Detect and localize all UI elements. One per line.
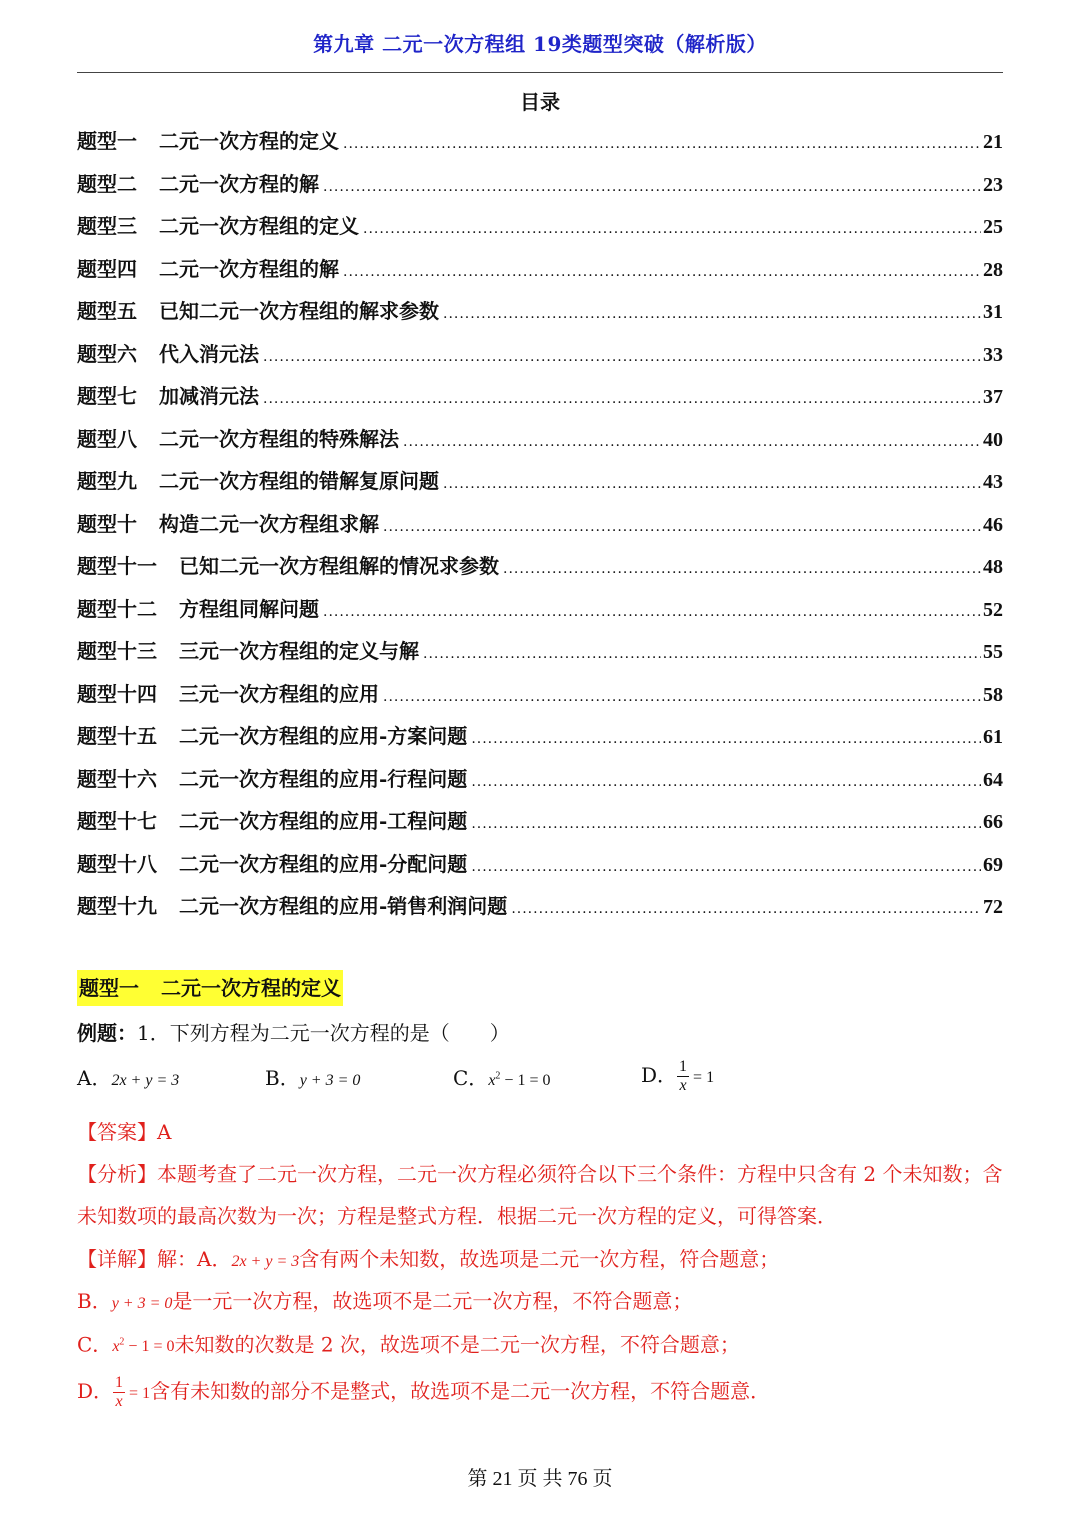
toc-leader-dots — [323, 591, 981, 634]
toc-entry[interactable] — [77, 290, 1003, 333]
toc-entry[interactable] — [77, 333, 1003, 376]
toc-leader-dots — [503, 548, 981, 591]
toc-entry-name: 方程组同解问题 — [179, 596, 319, 621]
question-text: 1．下列方程为二元一次方程的是（ ） — [137, 1021, 510, 1045]
toc-entry-page: 40 — [983, 428, 1003, 451]
options-row — [77, 1058, 1003, 1108]
detail-d-letter: D． — [77, 1379, 114, 1403]
answer-label: 【答案】 — [77, 1120, 157, 1144]
toc-leader-dots — [343, 123, 981, 166]
option-letter: D． — [641, 1063, 678, 1087]
option-b — [265, 1062, 360, 1091]
toc-entry-number: 题型九 — [77, 469, 137, 493]
option-b-expression: y + 3 = 0 — [299, 1072, 361, 1089]
toc-entry-name: 三元一次方程组的定义与解 — [179, 639, 419, 663]
detail-d-rest: = 1 — [125, 1385, 151, 1402]
toc-leader-dots — [363, 208, 981, 251]
detail-a-text: 含有两个未知数，故选项是二元一次方程，符合题意； — [299, 1247, 780, 1271]
toc-entry-name: 二元一次方程组的应用-分配问题 — [179, 851, 468, 876]
toc-entry-page: 55 — [983, 641, 1003, 663]
toc-entry-number: 题型十二 — [77, 596, 157, 621]
toc-entry[interactable] — [77, 843, 1003, 886]
detail-b-expression: y + 3 = 0 — [111, 1295, 173, 1312]
toc-entry[interactable] — [77, 418, 1003, 461]
toc-entry-name: 已知二元一次方程组的解求参数 — [159, 299, 439, 323]
toc-entry-number: 题型十五 — [77, 724, 157, 748]
toc-entry[interactable] — [77, 758, 1003, 801]
toc-entry-name: 二元一次方程组的定义 — [159, 214, 359, 238]
toc-entry-name: 二元一次方程组的应用-工程问题 — [179, 809, 468, 833]
toc-entry-page: 61 — [983, 726, 1003, 748]
toc-entry-page: 25 — [983, 216, 1003, 238]
toc-entry[interactable] — [77, 545, 1003, 588]
toc-entry-number: 题型十三 — [77, 639, 157, 663]
toc-entry[interactable] — [77, 800, 1003, 843]
toc-entry-name: 二元一次方程组的应用-销售利润问题 — [179, 894, 508, 918]
toc-entry-page: 28 — [983, 258, 1003, 281]
toc-entry-name: 已知二元一次方程组解的情况求参数 — [179, 554, 499, 578]
toc-entry-number: 题型三 — [77, 214, 137, 238]
toc-entry-name: 二元一次方程组的错解复原问题 — [159, 469, 439, 493]
toc-entry-number: 题型七 — [77, 384, 137, 408]
toc-entry-number: 题型十四 — [77, 681, 157, 706]
option-d-rest: = 1 — [689, 1069, 715, 1086]
toc-entry-page: 48 — [983, 556, 1003, 578]
toc-entry-name: 二元一次方程组的应用-行程问题 — [179, 766, 468, 791]
detail-line-a — [77, 1238, 1003, 1283]
toc-entry[interactable] — [77, 460, 1003, 503]
toc-entry-name: 二元一次方程的定义 — [159, 129, 339, 153]
detail-a-expression: 2x + y = 3 — [231, 1253, 300, 1270]
toc-entry[interactable] — [77, 630, 1003, 673]
option-letter: C． — [453, 1066, 489, 1090]
detail-c-text: 未知数的次数是 2 次，故选项不是二元一次方程，不符合题意； — [174, 1332, 740, 1357]
page-header-title: 第九章 二元一次方程组 19类题型突破（解析版） — [313, 32, 767, 56]
option-letter: A． — [77, 1066, 112, 1090]
toc-leader-dots — [471, 846, 981, 889]
toc-entry-name: 二元一次方程组的解 — [159, 256, 339, 281]
toc-entry[interactable] — [77, 588, 1003, 631]
toc-entry-name: 三元一次方程组的应用 — [179, 681, 379, 706]
toc-entry-number: 题型八 — [77, 426, 137, 451]
toc-entry[interactable] — [77, 673, 1003, 716]
toc-entry-page: 69 — [983, 853, 1003, 876]
toc-entry[interactable] — [77, 205, 1003, 248]
toc-entry-number: 题型六 — [77, 341, 137, 366]
toc-entry-number: 题型十八 — [77, 851, 157, 876]
section-name: 二元一次方程的定义 — [161, 976, 341, 1000]
toc-entry[interactable] — [77, 885, 1003, 928]
toc-leader-dots — [423, 633, 981, 676]
toc-entry-name: 二元一次方程组的特殊解法 — [159, 426, 399, 451]
toc-entry-page: 66 — [983, 811, 1003, 833]
toc-entry-number: 题型五 — [77, 299, 137, 323]
toc-entry-number: 题型一 — [77, 129, 137, 153]
toc-entry-page: 23 — [983, 173, 1003, 196]
toc-leader-dots — [471, 718, 981, 761]
option-c-expression: $x^2 - 1 = 0$ — [488, 1070, 551, 1089]
toc-entry[interactable] — [77, 120, 1003, 163]
header-divider — [77, 72, 1003, 73]
example-question — [77, 1017, 510, 1046]
toc-entry-number: 题型四 — [77, 256, 137, 281]
detail-intro: 解：A． — [157, 1247, 232, 1271]
detail-line-c — [77, 1322, 1003, 1368]
toc-leader-dots — [471, 803, 981, 846]
toc-leader-dots — [383, 676, 981, 719]
toc-entry-page: 64 — [983, 768, 1003, 791]
toc-entry-page: 46 — [983, 513, 1003, 536]
table-of-contents — [77, 120, 1003, 928]
toc-entry[interactable] — [77, 715, 1003, 758]
example-label: 例题： — [77, 1021, 137, 1045]
toc-entry-number: 题型十七 — [77, 809, 157, 833]
toc-entry-name: 加减消元法 — [159, 384, 259, 408]
option-a-expression: 2x + y = 3 — [111, 1072, 180, 1089]
toc-leader-dots — [471, 761, 981, 804]
toc-leader-dots — [343, 251, 981, 294]
toc-leader-dots — [511, 888, 981, 931]
toc-entry-page: 52 — [983, 598, 1003, 621]
answer-value: A — [157, 1120, 172, 1144]
toc-leader-dots — [403, 421, 981, 464]
detail-b-letter: B． — [77, 1289, 112, 1313]
toc-entry-page: 31 — [983, 301, 1003, 323]
option-d — [641, 1058, 714, 1095]
toc-leader-dots — [383, 506, 981, 549]
toc-entry-number: 题型二 — [77, 171, 137, 196]
toc-leader-dots — [323, 166, 981, 209]
toc-entry-number: 题型十九 — [77, 894, 157, 918]
toc-entry-number: 题型十 — [77, 511, 137, 536]
toc-entry-page: 72 — [983, 896, 1003, 918]
toc-leader-dots — [443, 293, 981, 336]
toc-entry-page: 58 — [983, 683, 1003, 706]
toc-entry-page: 37 — [983, 386, 1003, 408]
detail-d-fraction: $\frac{1}{x}$ — [115, 1374, 124, 1410]
toc-entry-name: 二元一次方程组的应用-方案问题 — [179, 724, 468, 748]
toc-entry-page: 43 — [983, 471, 1003, 493]
toc-title: 目录 — [520, 90, 560, 114]
detail-c-expression: $x^2 - 1 = 0$ — [112, 1337, 175, 1356]
toc-entry[interactable] — [77, 163, 1003, 206]
analysis-label: 【分析】 — [77, 1162, 157, 1186]
toc-entry-name: 构造二元一次方程组求解 — [159, 511, 379, 536]
toc-leader-dots — [443, 463, 981, 506]
detail-line-d — [77, 1370, 1003, 1415]
detail-c-letter: C． — [77, 1332, 113, 1357]
section-number: 题型一 — [79, 976, 139, 1000]
analysis-text: 本题考查了二元一次方程，二元一次方程必须符合以下三个条件：方程中只含有 2 个未知数；含未知数项的最高次数为一次；方程是整式方程．根据二元一次方程的定义，可得答案． — [77, 1162, 1003, 1228]
toc-entry-page: 21 — [983, 131, 1003, 153]
toc-leader-dots — [263, 378, 981, 421]
option-d-fraction: $\frac{1}{x}$ — [679, 1058, 688, 1094]
toc-entry-name: 代入消元法 — [159, 341, 259, 366]
toc-entry[interactable] — [77, 503, 1003, 546]
page-footer: 第 21 页 共 76 页 — [467, 1468, 613, 1490]
toc-leader-dots — [263, 336, 981, 379]
answer-line — [77, 1111, 1003, 1153]
option-letter: B． — [265, 1066, 300, 1090]
detail-line-b — [77, 1280, 1003, 1325]
analysis-paragraph — [77, 1153, 1003, 1237]
toc-entry[interactable] — [77, 375, 1003, 418]
detail-b-text: 是一元一次方程，故选项不是二元一次方程，不符合题意； — [172, 1289, 693, 1313]
detail-label: 【详解】 — [77, 1247, 157, 1271]
toc-entry-number: 题型十一 — [77, 554, 157, 578]
toc-entry-name: 二元一次方程的解 — [159, 171, 319, 196]
option-c — [453, 1062, 550, 1091]
toc-entry-page: 33 — [983, 343, 1003, 366]
toc-entry-number: 题型十六 — [77, 766, 157, 791]
option-a — [77, 1062, 179, 1091]
toc-entry[interactable] — [77, 248, 1003, 291]
section-title-highlight — [77, 970, 343, 1006]
detail-d-text: 含有未知数的部分不是整式，故选项不是二元一次方程，不符合题意． — [150, 1379, 771, 1403]
